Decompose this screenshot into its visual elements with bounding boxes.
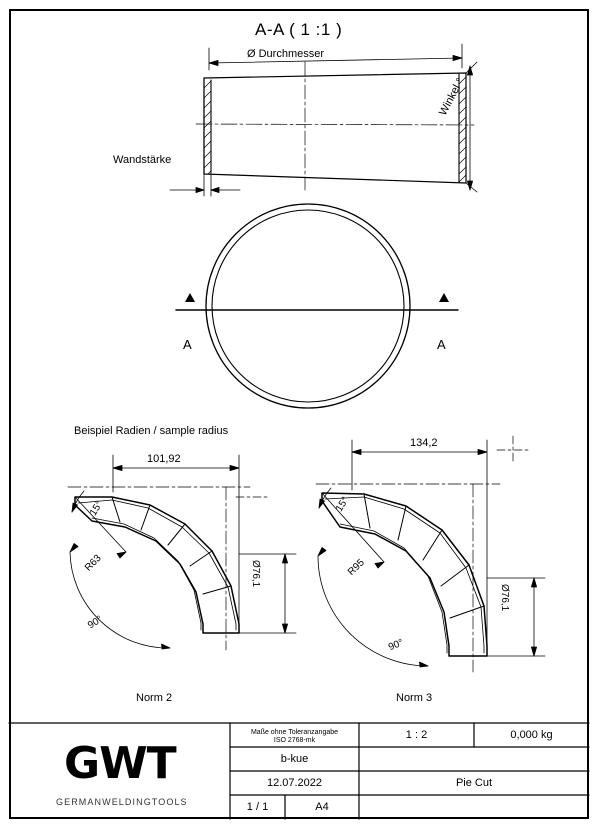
date-value: 12.07.2022 bbox=[266, 777, 323, 789]
norm2-width-dimension: 101,92 bbox=[147, 453, 181, 465]
tolerance-note-line2: ISO 2768-mk bbox=[273, 737, 316, 744]
norm2-tube-diameter: Ø76,1 bbox=[250, 560, 261, 588]
section-mark-right: A bbox=[437, 337, 446, 352]
section-centerline bbox=[196, 124, 474, 125]
norm3-tube-diameter: Ø76,1 bbox=[499, 584, 510, 612]
section-cut-line bbox=[176, 293, 458, 318]
section-mark-left: A bbox=[183, 337, 192, 352]
company-logo-subtitle: GERMANWELDINGTOOLS bbox=[56, 797, 188, 807]
diameter-label: Ø Durchmesser bbox=[247, 48, 325, 60]
material-value: b-kue bbox=[280, 753, 309, 765]
norm3-radius: R95 bbox=[346, 557, 367, 578]
company-logo: GWT bbox=[64, 738, 176, 789]
norm3-name: Norm 3 bbox=[396, 692, 433, 704]
norm2-total-angle: 90° bbox=[86, 613, 105, 632]
angle-label: Winkel ° bbox=[437, 76, 467, 118]
norm2-radius: R63 bbox=[83, 552, 104, 574]
norm3-total-angle: 90° bbox=[387, 637, 406, 654]
scale-value: 1 : 2 bbox=[405, 729, 428, 741]
section-cone-outline bbox=[204, 73, 466, 183]
wall-thickness-label: Wandstärke bbox=[113, 154, 172, 166]
weight-value: 0,000 kg bbox=[510, 729, 553, 741]
norm3-segment-angle: 15° bbox=[334, 495, 352, 514]
part-name-value: Pie Cut bbox=[455, 777, 493, 789]
norm3-width-dimension: 134,2 bbox=[410, 437, 438, 449]
tolerance-note-line1: Maße ohne Toleranzangabe bbox=[250, 729, 339, 736]
sample-norm3-geometry bbox=[316, 436, 545, 672]
pipe-end-view bbox=[206, 204, 410, 408]
format-value: A4 bbox=[315, 801, 329, 813]
norm2-segment-angle: 15° bbox=[88, 499, 106, 518]
norm2-name: Norm 2 bbox=[136, 692, 173, 704]
sample-radius-caption: Beispiel Radien / sample radius bbox=[74, 425, 229, 437]
wall-thickness-dimension bbox=[170, 172, 240, 196]
page-title: A-A ( 1 :1 ) bbox=[255, 20, 343, 39]
angle-dimension bbox=[466, 62, 477, 192]
sheet-value: 1 / 1 bbox=[246, 801, 269, 813]
